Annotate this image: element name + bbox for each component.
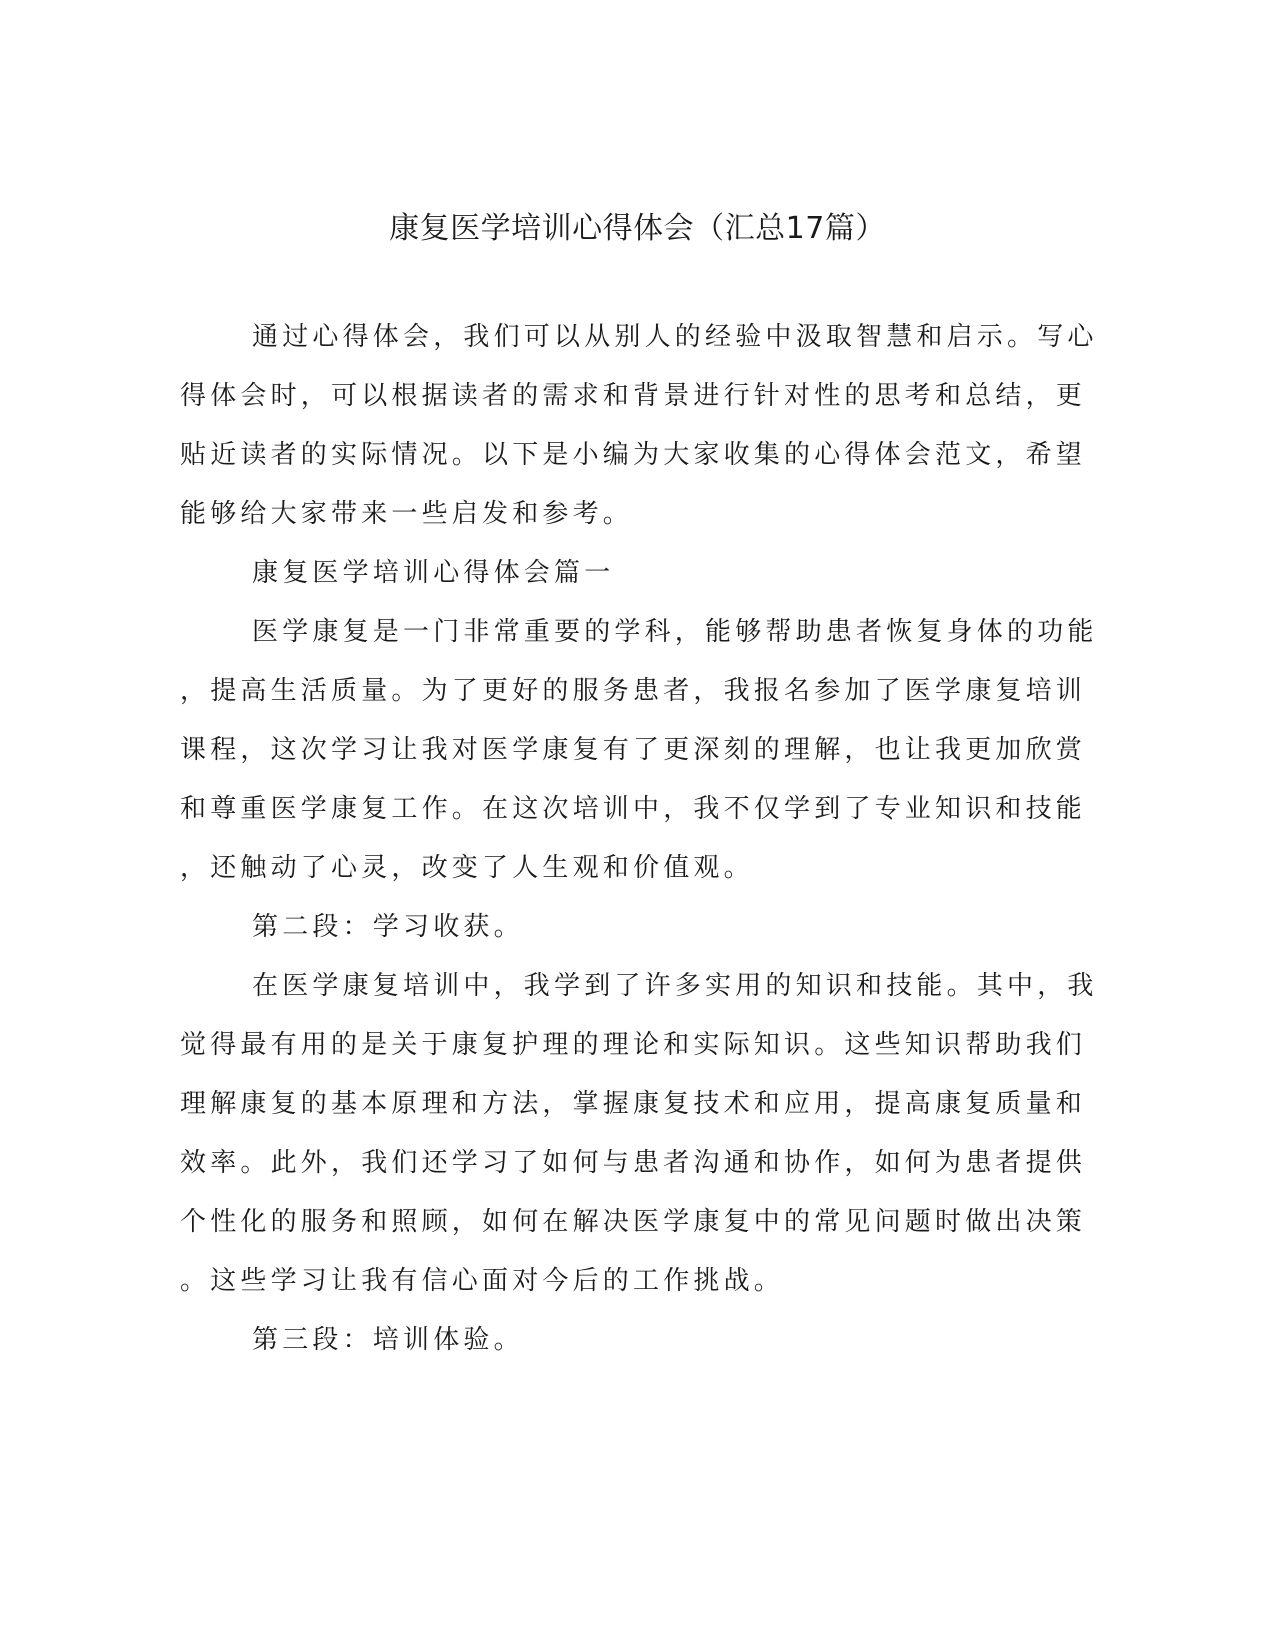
text-line: ，提高生活质量。为了更好的服务患者，我报名参加了医学康复培训 (180, 676, 1087, 706)
text-line: 和尊重医学康复工作。在这次培训中，我不仅学到了专业知识和技能 (180, 794, 1087, 824)
text-line: 贴近读者的实际情况。以下是小编为大家收集的心得体会范文，希望 (180, 440, 1087, 470)
text-line: 课程，这次学习让我对医学康复有了更深刻的理解，也让我更加欣赏 (180, 735, 1087, 765)
text-line: 得体会时，可以根据读者的需求和背景进行针对性的思考和总结，更 (180, 381, 1087, 411)
text-line: ，还触动了心灵，改变了人生观和价值观。 (180, 853, 754, 883)
text-line: 医学康复是一门非常重要的学科，能够帮助患者恢复身体的功能 (252, 617, 1098, 647)
text-line: 。这些学习让我有信心面对今后的工作挑战。 (180, 1266, 785, 1296)
section-heading: 第二段：学习收获。 (252, 912, 524, 942)
text-line: 觉得最有用的是关于康复护理的理论和实际知识。这些知识帮助我们 (180, 1030, 1087, 1060)
text-line: 在医学康复培训中，我学到了许多实用的知识和技能。其中，我 (252, 971, 1098, 1001)
section-heading: 第三段：培训体验。 (252, 1325, 524, 1355)
section-heading: 康复医学培训心得体会篇一 (252, 558, 615, 588)
text-line: 理解康复的基本原理和方法，掌握康复技术和应用，提高康复质量和 (180, 1089, 1087, 1119)
text-line: 效率。此外，我们还学习了如何与患者沟通和协作，如何为患者提供 (180, 1148, 1087, 1178)
text-line: 通过心得体会，我们可以从别人的经验中汲取智慧和启示。写心 (252, 322, 1098, 352)
text-line: 能够给大家带来一些启发和参考。 (180, 499, 634, 529)
text-line: 个性化的服务和照顾，如何在解决医学康复中的常见问题时做出决策 (180, 1207, 1087, 1237)
document-title: 康复医学培训心得体会（汇总17篇） (389, 211, 886, 246)
